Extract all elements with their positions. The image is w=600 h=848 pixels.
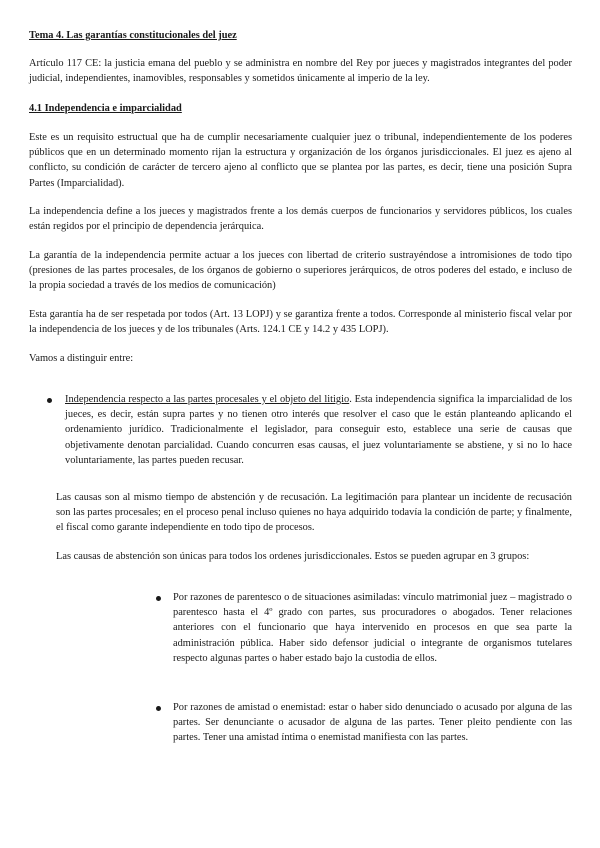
section-heading: 4.1 Independencia e imparcialidad [29, 103, 182, 114]
bullet-independencia-partes [65, 392, 572, 468]
paragraph-requisito: Este es un requisito estructual que ha de cumplir necesariamente cualquier juez o tribunal, independientemente de los poderes públicos que en un determinado momento rijan la estructura y organización de los órganos jurisdiccionales. El juez es ajeno al conflicto, su condición de carácter de tercero ajeno al conflicto que se plantea por las partes, es decir, tiene una posición Supra Partes (Imparcialidad). [29, 132, 572, 189]
paragraph-garantia: La garantía de la independencia permite actuar a los jueces con libertad de criterio sustrayéndose a intromisiones de todo tipo (presiones de las partes procesales, de los órganos de gobierno o superiores jerárquicos, de otros poderes del estado, e incluso de la propia sociedad a través de los medios de comunicación) [29, 250, 572, 292]
sub-bullet-parentesco: Por razones de parentesco o de situaciones asimiladas: vínculo matrimonial juez – magistrado o parentesco hasta el 4º grado con partes, sus procuradores o abogados. Tener relaciones anteriores con el funcionario que haya intervenido en procesos en que sea parte la administración pública. Haber sido defensor judicial o integrante de organismos tutelares respecto algunas partes o haber estado bajo la custodia de ellos. [173, 592, 572, 664]
bullet-body-text: . Esta independencia significa la imparcialidad de los jueces, es decir, están supra partes y no tienen otro interés que resolver el caso que le están planteando aplicando el ordenamiento jurídico. Tradicionalmente el legislador, para conseguir esto, establece una serie de causas que objetivamente denotan parcialidad. Cuando concurren esas causas, el juez voluntariamente se abstiene, y si no lo hace voluntariamente, las partes pueden recusar. [65, 394, 573, 466]
bullet-icon [156, 596, 161, 601]
paragraph-causas-grupos: Las causas de abstención son únicas para todos los ordenes jurisdiccionales. Estos se pueden agrupar en 3 grupos: [56, 551, 530, 562]
intro-paragraph: Artículo 117 CE: la justicia emana del pueblo y se administra en nombre del Rey por jueces y magistrados integrantes del poder judicial, independientes, inamovibles, responsables y sometidos únicamente al imperio de la ley. [29, 58, 572, 85]
page-title: Tema 4. Las garantías constitucionales del juez [29, 30, 237, 41]
bullet-icon [47, 398, 52, 403]
bullet-icon [156, 706, 161, 711]
paragraph-distinguir: Vamos a distinguir entre: [29, 353, 134, 364]
paragraph-independencia-define: La independencia define a los jueces y magistrados frente a los demás cuerpos de funcionarios y servidores públicos, los cuales están regidos por el principio de dependencia jerárquica. [29, 206, 572, 233]
bullet-underlined-term: Independencia respecto a las partes procesales y el objeto del litigio [65, 394, 350, 405]
paragraph-causas-recusacion: Las causas son al mismo tiempo de abstención y de recusación. La legitimación para plantear un incidente de recusación son las partes procesales; en el proceso penal incluso quienes no haya adquirido todavía la condición de parte; y finalmente, el fiscal como garante independiente en todo tipo de procesos. [56, 492, 572, 534]
sub-bullet-amistad: Por razones de amistad o enemistad: estar o haber sido denunciado o acusado por alguna de las partes. Ser denunciante o acusador de alguna de las partes. Tener pleito pendiente con las partes. Tener una amistad íntima o enemistad manifiesta con las partes. [173, 702, 572, 744]
paragraph-respetada: Esta garantía ha de ser respetada por todos (Art. 13 LOPJ) y se garantiza frente a todos. Corresponde al ministerio fiscal velar por la independencia de los jueces y de los tribunales (Arts. 124.1 CE y 14.2 y 435 LOPJ). [29, 309, 572, 336]
